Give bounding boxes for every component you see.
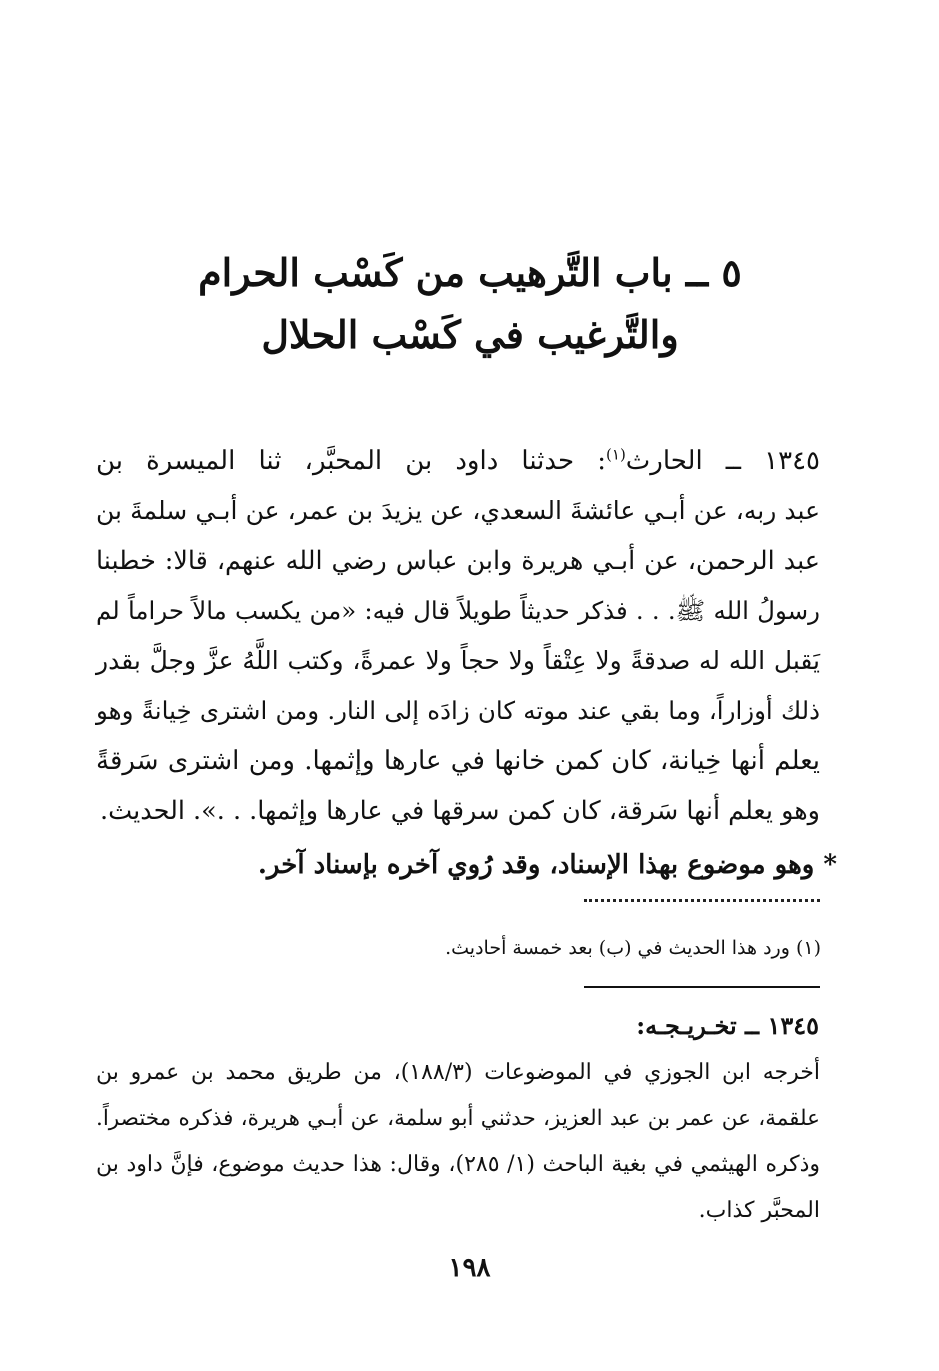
editor-note: * وهو موضوع بهذا الإسناد، وقد رُوي آخره بإسناد آخر. bbox=[257, 850, 837, 880]
takhrij-paragraph bbox=[96, 1050, 820, 1234]
hadith-line-3: عبد الرحمن، عن أبـي هريرة وابن عباس رضي الله عنهم، قالا: خطبنا bbox=[96, 546, 820, 576]
takhrij-line-4: المحبَّر كذاب. bbox=[698, 1198, 820, 1223]
hadith-paragraph bbox=[96, 436, 820, 836]
page-number: ١٩٨ bbox=[448, 1253, 491, 1283]
chapter-title-line-2: والتَّرغيب في كَسْب الحلال bbox=[261, 312, 679, 357]
hadith-line-6: ذلك أوزاراً، وما بقي عند موته كان زادَه إلى النار. ومن اشترى خِيانةً وهو bbox=[96, 696, 820, 725]
hadith-number-narrator: ١٣٤٥ ــ الحارث bbox=[625, 446, 821, 476]
hadith-line-1 bbox=[96, 436, 820, 486]
hadith-line-1-text: : حدثنا داود بن المحبَّر، ثنا الميسرة بن bbox=[96, 446, 607, 476]
hadith-line-8: وهو يعلم أنها سَرقة، كان كمن سرقها في عارها وإثمها. . .». الحديث. bbox=[99, 796, 820, 826]
takhrij-heading: ١٣٤٥ ــ تخـريـجـه: bbox=[636, 1011, 819, 1040]
chapter-title-line-1: ٥ ــ باب التَّرهيب من كَسْب الحرام bbox=[198, 250, 742, 295]
section-divider bbox=[584, 986, 820, 988]
hadith-line-5: يَقبل الله له صدقةً ولا عِتْقاً ولا حجاً ولا عمرةً، وكتب اللَّهُ عزَّ وجلَّ بقدر bbox=[96, 646, 820, 675]
footnote-marker: (١) bbox=[606, 445, 626, 464]
hadith-line-7: يعلم أنها خِيانة، كان كمن خانها في عارها وإثمها. ومن اشترى سَرقةً bbox=[96, 746, 820, 776]
footnote-text: (١) ورد هذا الحديث في (ب) بعد خمسة أحاديث. bbox=[445, 937, 821, 959]
takhrij-line-3: وذكره الهيثمي في بغية الباحث (١/ ٢٨٥)، وقال: هذا حديث موضوع، فإنَّ داود بن bbox=[96, 1152, 820, 1177]
takhrij-line-1: أخرجه ابن الجوزي في الموضوعات (١٨٨/٣)، من طريق محمد بن عمرو بن bbox=[96, 1060, 820, 1085]
hadith-line-4: رسولُ الله ﷺ. . . فذكر حديثاً طويلاً قال فيه: «من يكسب مالاً حراماً لم bbox=[96, 596, 820, 625]
hadith-line-2: عبد ربه، عن أبـي عائشةَ السعدي، عن يزيدَ بن عمر، عن أبـي سلمةَ بن bbox=[96, 496, 820, 525]
footnote-separator bbox=[584, 899, 820, 902]
takhrij-line-2: علقمة، عن عمر بن عبد العزيز، حدثني أبو سلمة، عن أبـي هريرة، فذكره مختصراً. bbox=[96, 1106, 820, 1131]
